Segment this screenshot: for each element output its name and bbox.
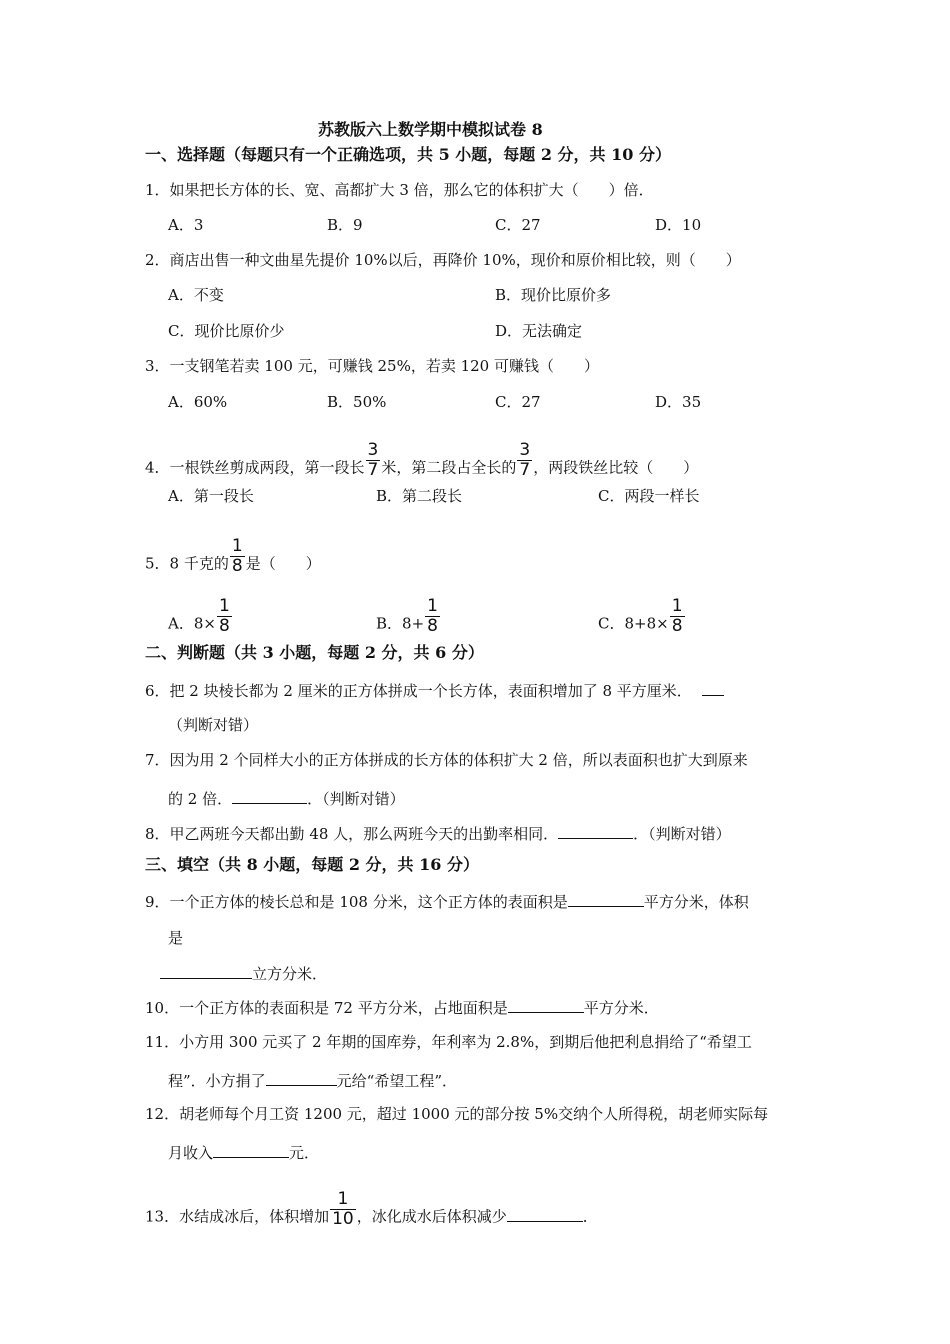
answer-blank[interactable] <box>508 996 584 1013</box>
question-12-suffix: 元． <box>289 1144 320 1162</box>
question-3-option-c[interactable]: C．27 <box>495 393 541 411</box>
question-3-option-a[interactable]: A．60% <box>168 393 228 411</box>
question-1-option-d[interactable]: D．10 <box>655 216 702 234</box>
question-8 <box>145 822 731 844</box>
question-7-suffix: ．（判断对错） <box>307 790 405 808</box>
question-4-option-c[interactable]: C．两段一样长 <box>598 487 700 505</box>
question-7-text: 的 2 倍． <box>168 790 233 808</box>
section-heading-judgment: 二、判断题（共 3 小题，每题 2 分，共 6 分） <box>145 643 484 662</box>
question-9-mid: 平方分米，体积 <box>643 893 749 911</box>
answer-blank[interactable] <box>702 679 724 696</box>
question-10-text: 10．一个正方体的表面积是 72 平方分米，占地面积是 <box>145 999 508 1017</box>
question-8-text: 8．甲乙两班今天都出勤 48 人，那么两班今天的出勤率相同． <box>145 825 559 843</box>
fraction-3-7-b: $\frac{3}{7}$ <box>519 440 531 481</box>
option-a-text: A．8× <box>168 614 216 633</box>
fraction-3-7: $\frac{3}{7}$ <box>367 440 379 481</box>
question-2-stem: 2．商店出售一种文曲星先提价 10%以后，再降价 10%，现价和原价相比较，则（ ） <box>145 251 741 269</box>
question-9-suffix: 立方分米． <box>252 965 328 983</box>
question-4-text-2: 米，第二段占全长的 <box>381 458 517 477</box>
question-7-line-2 <box>168 787 405 809</box>
question-6-line-2: （判断对错） <box>168 716 259 734</box>
answer-blank[interactable] <box>266 1069 337 1086</box>
page-title: 苏教版六上数学期中模拟试卷 8 <box>318 120 543 139</box>
question-2-option-b[interactable]: B．现价比原价多 <box>495 286 612 304</box>
question-11-suffix: 元给“希望工程”． <box>336 1072 458 1090</box>
question-2-option-c[interactable]: C．现价比原价少 <box>168 322 285 340</box>
option-b-text: B．8+ <box>376 614 425 633</box>
answer-blank[interactable] <box>213 1141 289 1158</box>
question-10 <box>145 996 659 1018</box>
question-5-stem <box>145 536 321 584</box>
question-5-text-2: 是（ ） <box>245 554 321 573</box>
question-10-suffix: 平方分米． <box>583 999 659 1017</box>
question-11-text: 程”．小方捐了 <box>168 1072 266 1090</box>
section-heading-fill-in: 三、填空（共 8 小题，每题 2 分，共 16 分） <box>145 855 479 874</box>
question-1-option-b[interactable]: B．9 <box>327 216 363 234</box>
question-9-line-1 <box>145 890 749 912</box>
question-4-option-a[interactable]: A．第一段长 <box>168 487 254 505</box>
fraction-1-8-b: $\frac{1}{8}$ <box>427 596 438 637</box>
question-5-text-1: 5．8 千克的 <box>145 554 229 573</box>
question-8-suffix: ．（判断对错） <box>633 825 731 843</box>
answer-blank-volume[interactable] <box>160 962 252 979</box>
question-1-option-c[interactable]: C．27 <box>495 216 541 234</box>
question-12-line-2 <box>168 1141 319 1163</box>
fraction-1-8-c: $\frac{1}{8}$ <box>671 596 683 637</box>
question-2-option-d[interactable]: D．无法确定 <box>495 322 583 340</box>
answer-blank[interactable] <box>507 1205 583 1222</box>
question-3-stem: 3．一支钢笔若卖 100 元，可赚钱 25%，若卖 120 可赚钱（ ） <box>145 357 599 375</box>
fraction-1-8: $\frac{1}{8}$ <box>231 536 243 577</box>
question-6-text: 6．把 2 块棱长都为 2 厘米的正方体拼成一个长方体，表面积增加了 8 平方厘米． <box>145 682 692 700</box>
section-heading-choice: 一、选择题（每题只有一个正确选项，共 5 小题，每题 2 分，共 10 分） <box>145 145 671 164</box>
fraction-1-10: $\frac{1}{10}$ <box>332 1189 354 1230</box>
question-5-option-a[interactable] <box>168 596 233 644</box>
question-4-stem <box>145 440 699 488</box>
question-7-line-1: 7．因为用 2 个同样大小的正方体拼成的长方体的体积扩大 2 倍，所以表面积也扩大到原来 <box>145 751 748 769</box>
question-5-option-c[interactable] <box>598 596 686 644</box>
question-3-option-b[interactable]: B．50% <box>327 393 387 411</box>
answer-blank[interactable] <box>558 822 633 839</box>
question-1-option-a[interactable]: A．3 <box>168 216 204 234</box>
question-2-option-a[interactable]: A．不变 <box>168 286 224 304</box>
question-13-text: 13．水结成冰后，体积增加 <box>145 1207 330 1226</box>
question-13 <box>145 1189 598 1237</box>
question-6-line-1 <box>145 679 724 701</box>
option-c-text: C．8+8× <box>598 614 669 633</box>
question-12-line-1: 12．胡老师每个月工资 1200 元，超过 1000 元的部分按 5%交纳个人所得税，胡老师实际每 <box>145 1105 769 1123</box>
question-4-option-b[interactable]: B．第二段长 <box>376 487 463 505</box>
answer-blank-surface-area[interactable] <box>568 890 644 907</box>
question-9-text: 9．一个正方体的棱长总和是 108 分米，这个正方体的表面积是 <box>145 893 568 911</box>
question-3-option-d[interactable]: D．35 <box>655 393 702 411</box>
question-11-line-1: 11．小方用 300 元买了 2 年期的国库券，年利率为 2.8%，到期后他把利息捐给了“希望工 <box>145 1033 752 1051</box>
question-13-end: ． <box>582 1207 598 1226</box>
question-13-mid: ，冰化成水后体积减少 <box>356 1207 507 1226</box>
question-9-line-3 <box>160 962 327 984</box>
question-4-text-1: 4．一根铁丝剪成两段，第一段长 <box>145 458 365 477</box>
answer-blank[interactable] <box>232 787 307 804</box>
fraction-1-8-a: $\frac{1}{8}$ <box>218 596 230 637</box>
question-1-stem: 1．如果把长方体的长、宽、高都扩大 3 倍，那么它的体积扩大（ ）倍． <box>145 181 654 199</box>
question-11-line-2 <box>168 1069 457 1091</box>
question-9-line-2: 是 <box>168 929 184 947</box>
question-5-option-b[interactable] <box>376 596 441 644</box>
question-12-text: 月收入 <box>168 1144 214 1162</box>
question-4-text-3: ，两段铁丝比较（ ） <box>533 458 699 477</box>
